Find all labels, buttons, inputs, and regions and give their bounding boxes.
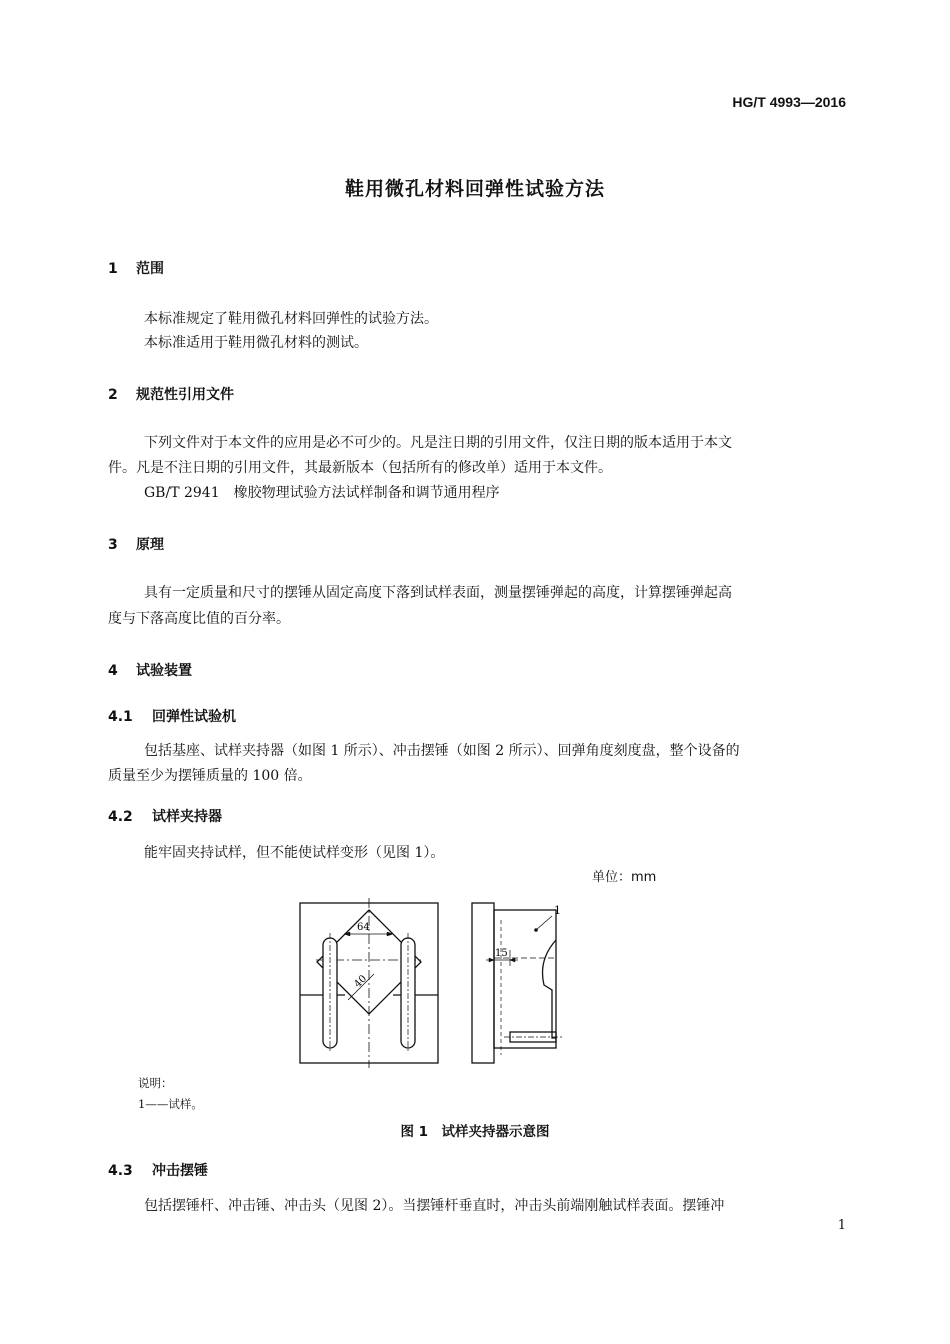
specimen-side xyxy=(494,910,556,1048)
section-number: 3 xyxy=(108,537,118,553)
callout-1: 1 xyxy=(554,904,561,917)
section-title: 试样夹持器 xyxy=(152,809,222,825)
figure-1-caption: 图 1 试样夹持器示意图 xyxy=(400,1124,550,1140)
section-title: 原理 xyxy=(136,537,164,553)
clamp-arc xyxy=(543,940,557,1038)
section-number: 4.2 xyxy=(108,809,133,825)
reference-title: 橡胶物理试验方法试样制备和调节通用程序 xyxy=(233,485,500,501)
unit-label: 单位：mm xyxy=(592,870,657,885)
section-title: 试验装置 xyxy=(136,663,192,679)
section-title: 回弹性试验机 xyxy=(152,709,236,725)
section-3-heading xyxy=(108,534,164,554)
section-4-heading xyxy=(108,660,192,680)
section-number: 4 xyxy=(108,663,118,679)
page-number: 1 xyxy=(837,1218,846,1233)
paragraph: 包括基座、试样夹持器（如图 1 所示）、冲击摆锤（如图 2 所示）、回弹角度刻度盘，整个设备的 xyxy=(144,743,740,759)
legend-item: 1——试样。 xyxy=(138,1097,203,1111)
paragraph: 本标准适用于鞋用微孔材料的测试。 xyxy=(144,335,368,351)
section-4-2-heading xyxy=(108,806,222,826)
paragraph: 质量至少为摆锤质量的 100 倍。 xyxy=(108,768,312,784)
section-4-1-heading xyxy=(108,706,236,726)
section-title: 规范性引用文件 xyxy=(136,387,234,403)
legend-title: 说明： xyxy=(138,1076,173,1090)
section-2-heading xyxy=(108,384,234,404)
paragraph: 下列文件对于本文件的应用是必不可少的。凡是注日期的引用文件，仅注日期的版本适用于本文 xyxy=(144,435,732,451)
paragraph: 包括摆锤杆、冲击锤、冲击头（见图 2）。当摆锤杆垂直时，冲击头前端刚触试样表面。摆锤冲 xyxy=(144,1198,725,1214)
section-number: 4.3 xyxy=(108,1163,133,1179)
paragraph: 具有一定质量和尺寸的摆锤从固定高度下落到试样表面，测量摆锤弹起的高度，计算摆锤弹起高 xyxy=(144,585,732,601)
section-title: 冲击摆锤 xyxy=(152,1163,208,1179)
section-number: 2 xyxy=(108,387,118,403)
dimension-40: 40 xyxy=(352,973,370,991)
holder-side-plate xyxy=(472,903,494,1063)
section-1-heading xyxy=(108,258,164,278)
paragraph: 度与下落高度比值的百分率。 xyxy=(108,611,290,627)
paragraph: 件。凡是不注日期的引用文件，其最新版本（包括所有的修改单）适用于本文件。 xyxy=(108,460,612,476)
dimension-64: 64 xyxy=(357,922,370,933)
paragraph: 本标准规定了鞋用微孔材料回弹性的试验方法。 xyxy=(144,311,438,327)
section-number: 4.1 xyxy=(108,709,133,725)
section-number: 1 xyxy=(108,261,118,277)
reference-code: GB/T 2941 xyxy=(144,485,220,501)
figure-1-drawing xyxy=(290,890,590,1070)
section-4-3-heading xyxy=(108,1160,208,1180)
document-title: 鞋用微孔材料回弹性试验方法 xyxy=(344,178,605,200)
standard-number: HG/T 4993—2016 xyxy=(732,94,846,110)
dimension-15: 15 xyxy=(495,948,508,959)
section-title: 范围 xyxy=(136,261,164,277)
normative-reference xyxy=(144,480,500,506)
paragraph: 能牢固夹持试样，但不能使试样变形（见图 1）。 xyxy=(144,845,445,861)
